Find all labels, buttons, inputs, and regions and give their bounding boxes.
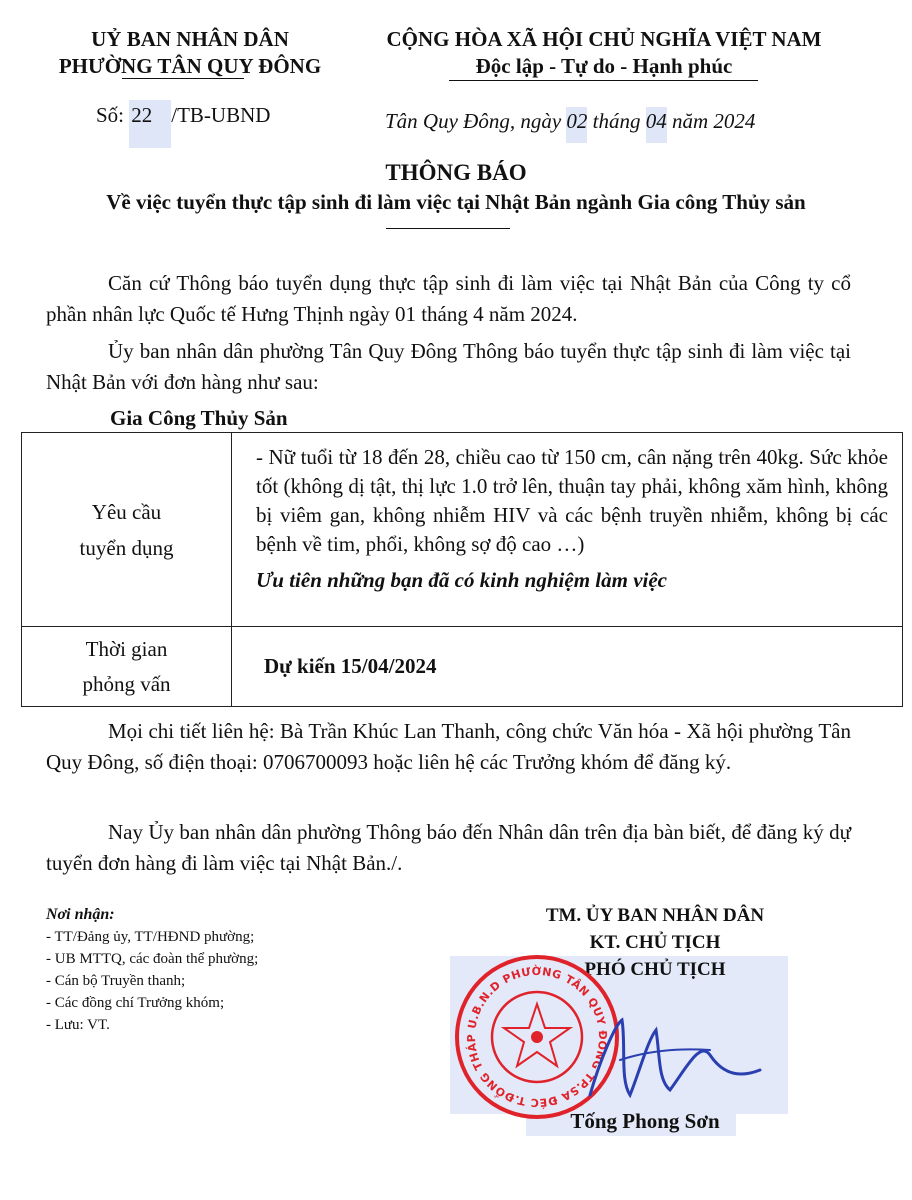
motto-underline	[449, 80, 758, 81]
org-header	[20, 26, 360, 80]
nation-motto: Độc lập - Tự do - Hạnh phúc	[475, 54, 733, 78]
org-name: UỶ BAN NHÂN DÂN	[91, 27, 289, 51]
doc-number-value: 22	[129, 100, 171, 148]
list-item: - Lưu: VT.	[46, 1017, 110, 1033]
signature-title-2: KT. CHỦ TỊCH	[589, 932, 721, 953]
date-month: 04	[646, 107, 667, 143]
table-row	[22, 627, 903, 707]
paragraph-basis: Căn cứ Thông báo tuyển dụng thực tập sinh đi làm việc tại Nhật Bản của Công ty cổ phần nhân lực Quốc tế Hưng Thịnh ngày 01 tháng 4 năm 2024.	[46, 271, 851, 326]
nation-name: CỘNG HÒA XÃ HỘI CHỦ NGHĨA VIỆT NAM	[386, 27, 822, 51]
requirements-label: Yêu cầu tuyển dụng	[22, 433, 232, 627]
org-ward: PHƯỜNG TÂN QUY ĐÔNG	[58, 54, 322, 78]
document-title: THÔNG BÁO	[385, 160, 527, 185]
priority-note: Ưu tiên những bạn đã có kinh nghiệm làm việc	[256, 568, 667, 592]
paragraph-announcement: Ủy ban nhân dân phường Tân Quy Đông Thông báo tuyển thực tập sinh đi làm việc tại Nhật Bản với đơn hàng như sau:	[46, 339, 851, 394]
org-underline	[122, 78, 244, 79]
paragraph-closing: Nay Ủy ban nhân dân phường Thông báo đến Nhân dân trên địa bàn biết, để đăng ký dự tuyển đơn hàng đi làm việc tại Nhật Bản./.	[46, 820, 851, 875]
requirements-content	[232, 433, 903, 627]
recipients-block	[46, 904, 406, 1036]
signature-title-3: PHÓ CHỦ TỊCH	[584, 959, 726, 980]
doc-number: Số: 22 /TB-UBND	[96, 100, 270, 148]
job-heading: Gia Công Thủy Sản	[110, 406, 288, 430]
nation-header	[352, 26, 856, 80]
list-item: - Các đồng chí Trưởng khóm;	[46, 995, 225, 1011]
signer-name: Tống Phong Sơn	[570, 1109, 720, 1133]
list-item: - TT/Đảng ủy, TT/HĐND phường;	[46, 929, 255, 945]
svg-text:U.B.N.D PHƯỜNG TÂN QUY ĐÔNG TP: U.B.N.D PHƯỜNG TÂN QUY ĐÔNG TP.SA ĐÉC T.ĐỒNG THÁP	[464, 964, 610, 1110]
date-line: Tân Quy Đông, ngày 02 tháng 04 năm 2024	[385, 106, 755, 136]
handwritten-signature-icon	[560, 1000, 770, 1120]
paragraph-contact: Mọi chi tiết liên hệ: Bà Trần Khúc Lan Thanh, công chức Văn hóa - Xã hội phường Tân Quy Đông, số điện thoại: 0706700093 hoặc liên hệ các Trưởng khóm để đăng ký.	[46, 719, 851, 774]
document-subtitle: Về việc tuyển thực tập sinh đi làm việc tại Nhật Bản ngành Gia công Thủy sản	[106, 190, 806, 214]
requirements-text: - Nữ tuổi từ 18 đến 28, chiều cao từ 150 cm, cân nặng trên 40kg. Sức khỏe tốt (không dị tật, thị lực 1.0 trở lên, thuận tay phải, không xăm hình, không bị viêm gan, không nhiễm HIV và các bệnh truyền nhiễm, không bị các bệnh về tim, phổi, không sợ độ cao …)	[256, 445, 888, 556]
interview-date: Dự kiến 15/04/2024	[232, 627, 903, 707]
signature-title-1: TM. ỦY BAN NHÂN DÂN	[545, 905, 765, 926]
list-item: - UB MTTQ, các đoàn thể phường;	[46, 951, 259, 967]
recipients-title: Nơi nhận:	[46, 906, 115, 923]
interview-time-label: Thời gian phỏng vấn	[22, 627, 232, 707]
requirements-table	[21, 432, 903, 707]
title-underline	[386, 228, 510, 229]
date-day: 02	[566, 107, 587, 143]
table-row	[22, 433, 903, 627]
list-item: - Cán bộ Truyền thanh;	[46, 973, 186, 989]
